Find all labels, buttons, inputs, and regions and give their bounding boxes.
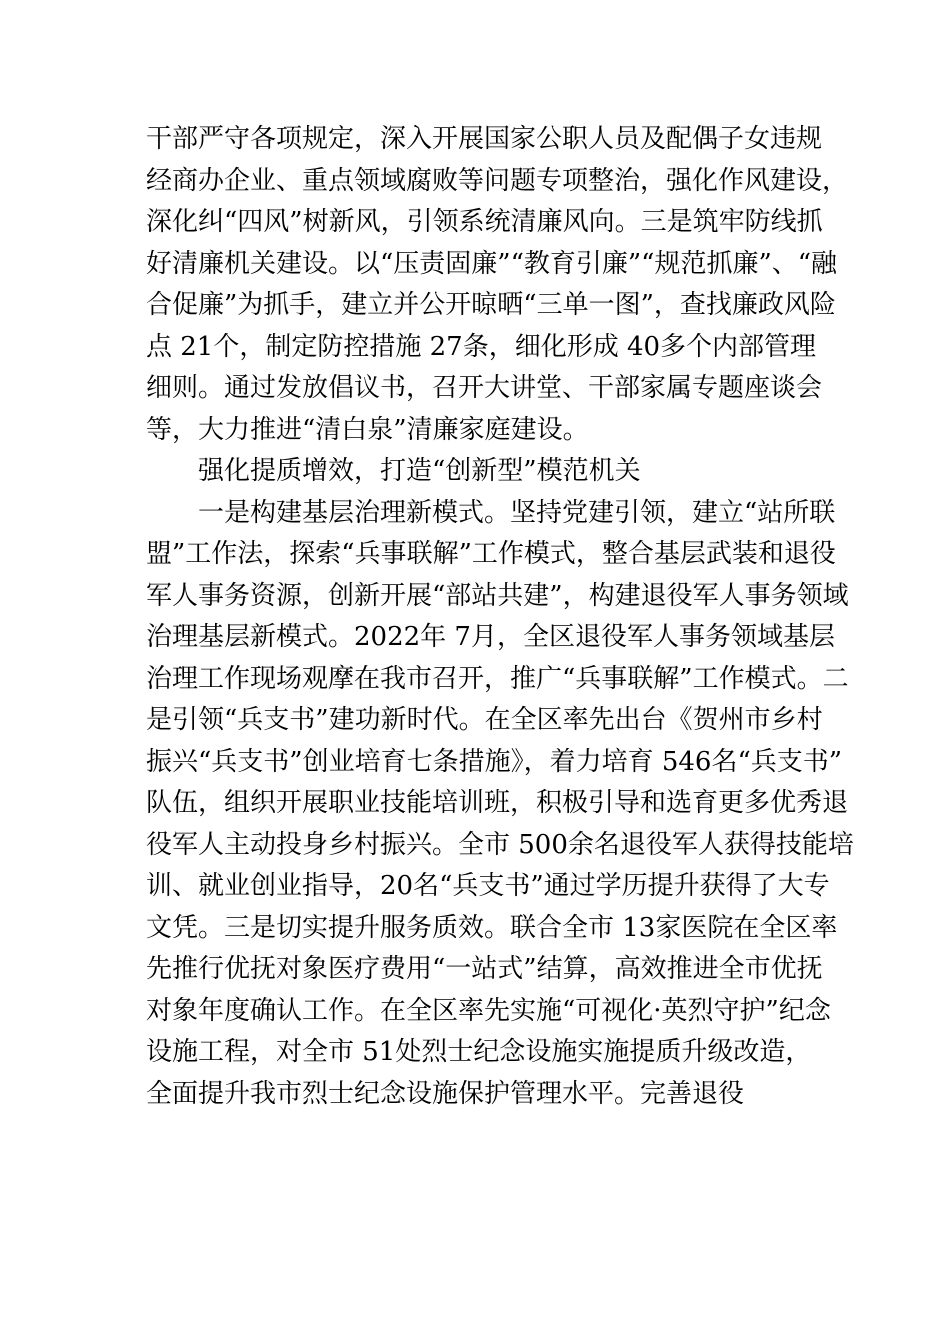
paragraph-line: 先推行优抚对象医疗费用“一站式”结算，高效推进全市优抚 bbox=[146, 954, 823, 984]
paragraph-line: 点 21个，制定防控措施 27条，细化形成 40多个内部管理 bbox=[146, 331, 817, 362]
paragraph-line: 文凭。三是切实提升服务质效。联合全市 13家医院在全区率 bbox=[146, 912, 838, 943]
paragraph-line: 盟”工作法，探索“兵事联解”工作模式，整合基层武装和退役 bbox=[146, 539, 836, 569]
paragraph-line: 全面提升我市烈士纪念设施保护管理水平。完善退役 bbox=[146, 1078, 745, 1109]
paragraph-line: 细则。通过发放倡议书，召开大讲堂、干部家属专题座谈会 bbox=[146, 373, 823, 403]
document-body bbox=[146, 119, 854, 1115]
paragraph-line: 对象年度确认工作。在全区率先实施“可视化·英烈守护”纪念 bbox=[146, 995, 831, 1026]
paragraph-line: 合促廉”为抓手，建立并公开晾晒“三单一图”，查找廉政风险 bbox=[146, 290, 836, 320]
paragraph-line: 经商办企业、重点领域腐败等问题专项整治，强化作风建设， bbox=[146, 165, 849, 196]
paragraph-line: 训、就业创业指导，20名“兵支书”通过学历提升获得了大专 bbox=[146, 871, 830, 901]
paragraph-line: 役军人主动投身乡村振兴。全市 500余名退役军人获得技能培 bbox=[146, 829, 854, 860]
paragraph-line: 是引领“兵支书”建功新时代。在全区率先出台《贺州市乡村 bbox=[146, 705, 823, 735]
paragraph-line: 治理基层新模式。2022年 7月，全区退役军人事务领域基层 bbox=[146, 622, 835, 652]
paragraph-line: 设施工程，对全市 51处烈士纪念设施实施提质升级改造， bbox=[146, 1037, 812, 1067]
paragraph-line: 干部严守各项规定，深入开展国家公职人员及配偶子女违规 bbox=[146, 124, 823, 154]
section-heading: 强化提质增效，打造“创新型”模范机关 bbox=[198, 456, 641, 486]
paragraph-line: 振兴“兵支书”创业培育七条措施》，着力培育 546名“兵支书” bbox=[146, 746, 843, 777]
paragraph-line: 队伍，组织开展职业技能培训班，积极引导和选育更多优秀退 bbox=[146, 788, 849, 818]
paragraph-line: 军人事务资源，创新开展“部站共建”，构建退役军人事务领域 bbox=[146, 580, 849, 611]
paragraph-line: 好清廉机关建设。以“压责固廉”“教育引廉”“规范抓廉”、“融 bbox=[146, 248, 838, 279]
paragraph-line: 治理工作现场观摩在我市召开，推广“兵事联解”工作模式。二 bbox=[146, 663, 849, 694]
paragraph-line: 等，大力推进“清白泉”清廉家庭建设。 bbox=[146, 414, 589, 445]
paragraph-line: 一是构建基层治理新模式。坚持党建引领，建立“站所联 bbox=[198, 497, 836, 528]
paragraph-line: 深化纠“四风”树新风，引领系统清廉风向。三是筑牢防线抓 bbox=[146, 207, 823, 237]
